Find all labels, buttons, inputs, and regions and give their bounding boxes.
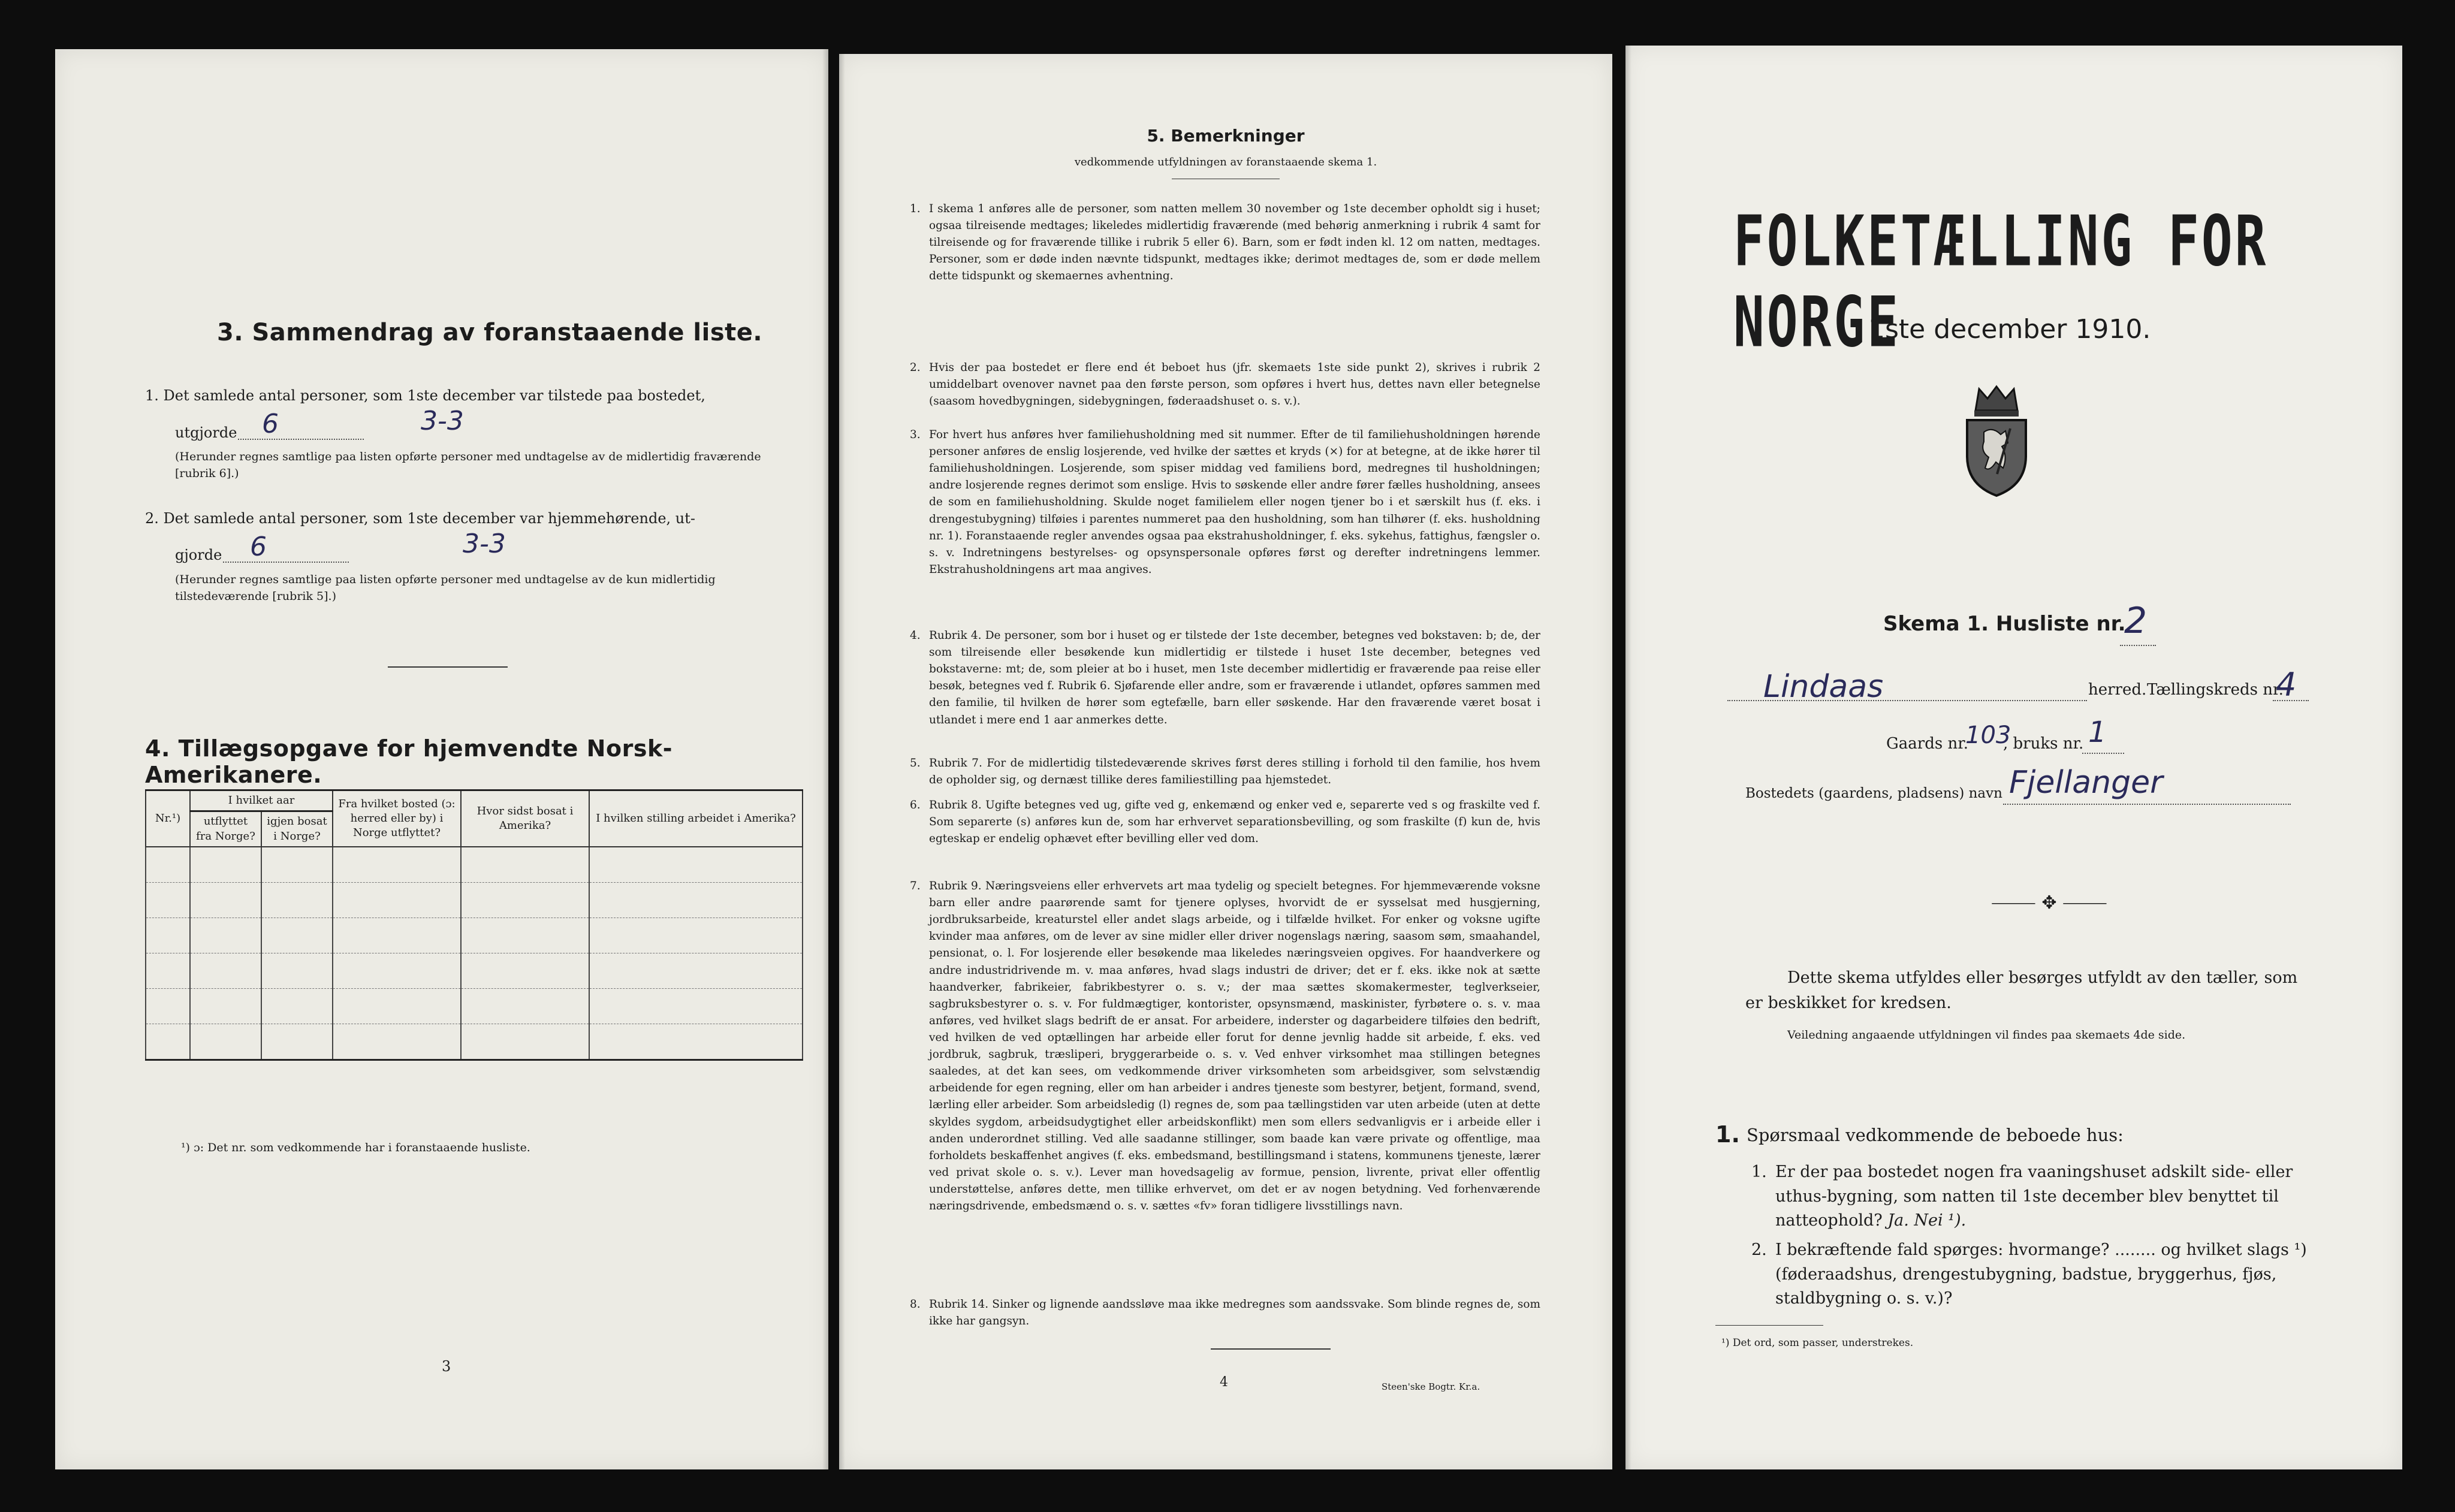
q2-text: I bekræftende fald spørges: hvormange? ........ og hvilket slags ¹) (føderaadshus, drengestubygning, badstue, bryggerhus, fjøs, staldbygning o. s. v.)? [1775, 1241, 2307, 1308]
note-number: 4. [910, 629, 921, 642]
note-item [910, 878, 1540, 1215]
question-section-num: 1. [1715, 1121, 1740, 1148]
bosted-fill-line [2003, 804, 2291, 805]
item1-note: (Herunder regnes samtlige paa listen opførte personer med undtagelse av de midlertidig fraværende [rubrik 6].) [175, 450, 761, 480]
herred-label: herred. [2088, 681, 2147, 699]
item2-hand-count: 6 [250, 532, 267, 562]
note-text: Rubrik 8. Ugifte betegnes ved ug, gifte ved g, enkemænd og enker ved e, separerte ved s og fraskilte ved f. Som separerte (s) anføres kun de, som har erhvervet separationsbevilling, og som fraskilte (f) kun de, hvis egteskap er endelig ophævet efter bevilling eller ved dom. [929, 799, 1540, 846]
note-item [910, 1296, 1540, 1330]
page-number-left: 3 [442, 1358, 451, 1375]
bruks-fill-line [2082, 753, 2124, 754]
note-number: 6. [910, 799, 921, 811]
note-text: Hvis der paa bostedet er flere end ét beboet hus (jfr. skemaets 1ste side punkt 2), skrives i rubrik 2 umiddelbart ovenover navnet paa den første person, som opføres i hvert hus, dettes navn eller betegnelse (saasom hovedbygningen, sidebygningen, føderaadshuset o. s. v.). [929, 361, 1540, 408]
q2-num: 2. [1751, 1241, 1767, 1259]
note-item [910, 427, 1540, 578]
note-item [910, 755, 1540, 789]
kreds-hand: 4 [2276, 666, 2297, 704]
left-page [55, 49, 828, 1469]
ornament-icon: ⸻ ✥ ⸻ [1991, 892, 2107, 913]
table-row [146, 953, 803, 988]
footnote: ¹) Det ord, som passer, understrekes. [1721, 1337, 1914, 1349]
bosted-hand: Fjellanger [2009, 765, 2163, 801]
col-stilling: I hvilken stilling arbeidet i Amerika? [589, 790, 803, 847]
note-text: Rubrik 4. De personer, som bor i huset og er tilstede der 1ste december, betegnes ved bokstaven: b; de, der som tilreisende eller besøkende kun midlertidig er tilstede i huset 1ste december, betegnes ved bokstaverne: mt; de, som pleier at bo i huset, men 1ste december midlertidig er fraværende paa reise eller besøk, betegnes ved f. Rubrik 6. Sjøfarende eller andre, som er fraværende i utlandet, opføres sammen med den familie, til hvilken de hører som egtefælle, barn eller søskende. Har den fraværende været bosat i utlandet i mere end 1 aar anmerkes dette. [929, 629, 1540, 726]
section3-title: 3. Sammendrag av foranstaaende liste. [217, 319, 763, 346]
table-row [146, 918, 803, 953]
divider [388, 666, 508, 668]
right-page [1625, 46, 2402, 1469]
note-number: 5. [910, 757, 921, 769]
item2-fill-line [223, 562, 349, 563]
table-row [146, 847, 803, 883]
item1-hand-split: 3-3 [421, 406, 464, 436]
husliste-nr-hand: 2 [2124, 600, 2148, 642]
item1-fill-line [238, 439, 364, 440]
table-row [146, 882, 803, 918]
bosted-label: Bostedets (gaardens, pladsens) navn [1745, 786, 2002, 801]
skema-label: Skema 1. Husliste nr. [1883, 612, 2126, 636]
item2-note: (Herunder regnes samtlige paa listen opførte personer med undtagelse av de kun midlertidig tilstedeværende [rubrik 5].) [175, 573, 716, 603]
q1-text [1775, 1160, 2315, 1233]
col-utflyttet: utflyttet fra Norge? [190, 811, 261, 847]
table-row [146, 1024, 803, 1060]
section4-title: 4. Tillægsopgave for hjemvendte Norsk-Amerikanere. [145, 735, 672, 788]
note-item [910, 797, 1540, 847]
item1-text: 1. Det samlede antal personer, som 1ste december var tilstede paa bostedet, [145, 387, 705, 404]
item2-prefix: gjorde [175, 547, 222, 563]
item1-prefix: utgjorde [175, 424, 237, 441]
q1-num: 1. [1751, 1163, 1767, 1181]
page-fold [839, 54, 845, 1469]
note-number: 8. [910, 1298, 921, 1311]
item2-hand-split: 3-3 [463, 529, 506, 559]
col-group-year: I hvilket aar [190, 790, 333, 811]
table-footnote: ¹) ɔ: Det nr. som vedkommende har i foranstaaende husliste. [181, 1141, 530, 1154]
middle-page [839, 54, 1612, 1469]
bruks-hand: 1 [2088, 716, 2107, 749]
page-number-middle: 4 [1220, 1375, 1228, 1390]
note-text: Rubrik 9. Næringsveiens eller erhvervets art maa tydelig og specielt betegnes. For hjemmeværende voksne barn eller andre paarørende samt for tjenere oplyses, hvorvidt de er sysselsat med husgjerning, jordbruksarbeide, kreaturstel eller andet slags arbeide, og i tilfælde hvilket. For enker og voksne ugifte kvinder maa anføres, om de lever av sine midler eller driver nogenslags næring, saasom søm, smaahandel, pensionat, o. l. For losjerende eller besøkende maa likeledes næringsveien opgives. For haandverkere og andre industridrivende m. v. maa anføres, hvad slags industri de driver; det er f. eks. ikke nok at sætte haandverker, fabrikeier, fabrikbestyrer o. s. v.; der maa sættes skomakermester, teglverkseier, sagbruksbestyrer o. s. v. For fuldmægtiger, kontorister, opsynsmænd, maskinister, fyrbøtere o. s. v. maa anføres, ved hvilket slags bedrift de er ansat. For arbeidere, inderster og dagarbeidere tilføies den bedrift, ved hvilken de ved optællingen har arbeide eller forut for denne jevnlig hadde sit arbeide, f. eks. ved jordbruk, sagbruk, træsliperi, bryggerarbeide o. s. v. Ved enhver virksomhet maa stillingen betegnes saaledes, at det kan sees, om vedkommende driver virksomheten som arbeidsgiver, som selvstændig arbeidende for egen regning, eller om han arbeider i andres tjeneste som bestyrer, betjent, formand, svend, lærling eller arbeider. Som arbeidsledig (l) regnes de, som paa tællingstiden var uten arbeide (uten at dette skyldes sygdom, arbeidsudygtighet eller arbeidskonflikt) men som ellers sedvanligvis er i arbeide eller i anden underordnet stilling. Ved alle saadanne stillinger, som baade kan være private og offentlige, maa forholdets beskaffenhet angives (f. eks. embedsmand, bestillingsmand i statens, kommunens tjeneste, lærer ved privat skole o. s. v.). Lever man hovedsagelig av formue, pension, livrente, privat eller offentlig understøttelse, anføres dette, men tillike erhvervet, om det er av nogen betydning. Ved forhenværende næringsdrivende, embedsmænd o. s. v. sættes «fv» foran tidligere livsstillings navn. [929, 880, 1540, 1213]
note-text: Rubrik 14. Sinker og lignende aandssløve maa ikke medregnes som aandssvake. Som blinde regnes de, som ikke har gangsyn. [929, 1298, 1540, 1328]
question-section-head: Spørsmaal vedkommende de beboede hus: [1747, 1125, 2124, 1145]
note-text: I skema 1 anføres alle de personer, som natten mellem 30 november og 1ste december opholdt sig i huset; ogsaa tilreisende medtages; likeledes midlertidig fraværende (med behørig anmerkning i rubrik 4 samt for tilreisende og for fraværende tillike i rubrik 5 eller 6). Barn, som er født inden kl. 12 om natten, medtages. Personer, som er døde inden nævnte tidspunkt, medtages ikke; derimot medtages de, som er døde mellem dette tidspunkt og skemaernes avhentning. [929, 203, 1540, 283]
herred-hand: Lindaas [1763, 669, 1884, 705]
printer-mark: Steen'ske Bogtr. Kr.a. [1382, 1381, 1480, 1392]
note-item [910, 627, 1540, 729]
bruks-label: , bruks nr. [2003, 735, 2084, 753]
gaards-label: Gaards nr. [1886, 735, 1969, 753]
page-fold [822, 49, 828, 1469]
note-item [910, 360, 1540, 410]
col-fra-hvilket: Fra hvilket bosted (ɔ: herred eller by) i Norge utflyttet? [333, 790, 461, 847]
husliste-fill-line [2120, 645, 2156, 646]
end-rule [1211, 1348, 1331, 1350]
col-igjen: igjen bosat i Norge? [261, 811, 333, 847]
note-number: 2. [910, 361, 921, 374]
q1-answer: Ja. Nei ¹). [1887, 1211, 1967, 1230]
norway-coat-of-arms-icon [1961, 384, 2032, 500]
q1-body: Er der paa bostedet nogen fra vaaningshuset adskilt side- eller uthus-bygning, som natten til 1ste december blev benyttet til natteophold? [1775, 1163, 2293, 1230]
bemerkninger-subtitle: vedkommende utfyldningen av foranstaaende skema 1. [1074, 156, 1377, 168]
instruction-note: Veiledning angaaende utfyldningen vil findes paa skemaets 4de side. [1787, 1028, 2186, 1042]
norsk-amerikanere-table [145, 789, 803, 1061]
kreds-label: Tællingskreds nr. [2147, 681, 2284, 699]
instruction-text: Dette skema utfyldes eller besørges utfyldt av den tæller, som er beskikket for kredsen. [1745, 968, 2298, 1012]
census-date: 1ste december 1910. [1868, 314, 2151, 345]
bemerkninger-title: 5. Bemerkninger [1147, 126, 1305, 146]
gaards-hand: 103 [1965, 722, 2011, 749]
note-number: 1. [910, 203, 921, 215]
table-row [146, 988, 803, 1024]
item2-text: 2. Det samlede antal personer, som 1ste december var hjemmehørende, ut- [145, 510, 695, 527]
page-fold [1625, 46, 1631, 1469]
col-hvor-sidst: Hvor sidst bosat i Amerika? [461, 790, 589, 847]
kreds-fill-line [2273, 700, 2309, 701]
note-item [910, 201, 1540, 285]
note-number: 3. [910, 428, 921, 441]
col-nr: Nr.¹) [146, 790, 190, 847]
footnote-rule [1715, 1325, 1823, 1326]
census-title: FOLKETÆLLING FOR NORGE [1733, 201, 2269, 363]
item1-hand-count: 6 [262, 409, 279, 439]
note-text: For hvert hus anføres hver familiehusholdning med sit nummer. Efter de til familiehusholdningen hørende personer anføres de enslig losjerende, ved hvilke der sættes et kryds (×) for at betegne, at de ikke hører til familiehusholdningen. Losjerende, som spiser middag ved familiens bord, medregnes til husholdningen; andre losjerende regnes derimot som enslige. Hvis to søskende eller andre fører fælles husholdning, ansees de som en familiehusholdning. Skulde noget familielem eller nogen tjener bo i et særskilt hus (f. eks. i drengestubygning) tilføies i parentes nummeret paa den husholdning, som han tilhører (f. eks. husholdning nr. 1). Foranstaaende regler anvendes ogsaa paa ekstrahusholdninger, f. eks. sykehus, fattighus, fængsler o. s. v. Indretningens bestyrelses- og opsynspersonale opføres først og derefter indretningens lemmer. Ekstrahusholdningens art maa angives. [929, 428, 1540, 576]
note-text: Rubrik 7. For de midlertidig tilstedeværende skrives først deres stilling i forhold til den familie, hos hvem de opholder sig, og dernæst tillike deres familiestilling paa hjemstedet. [929, 757, 1540, 787]
note-number: 7. [910, 880, 921, 892]
